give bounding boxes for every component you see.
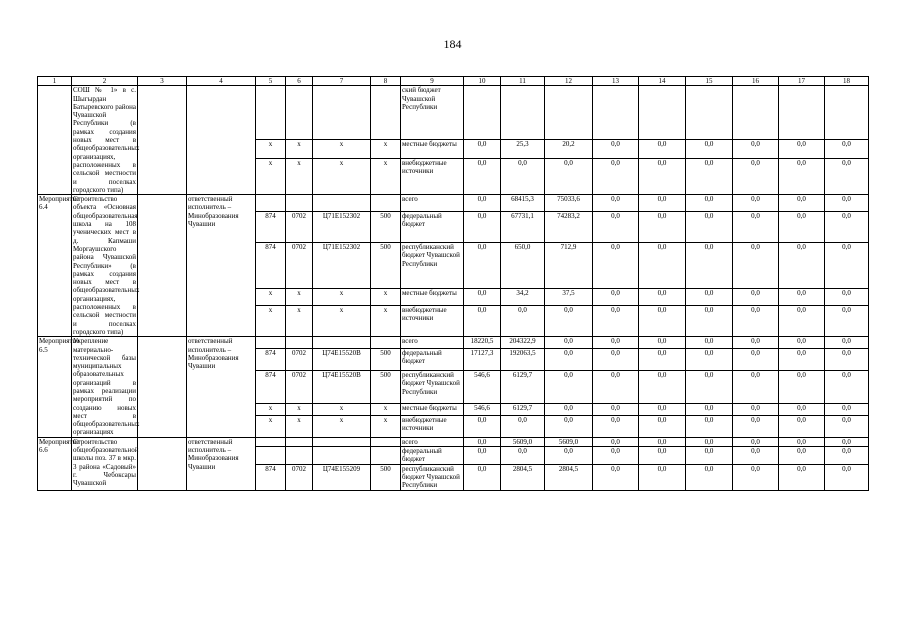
amount-cell: 0,0: [639, 464, 686, 490]
amount-cell: 5609,0: [501, 437, 545, 446]
funding-source: республиканский бюджет Чувашской Республики: [401, 464, 464, 490]
amount-cell: 0,0: [501, 447, 545, 465]
event-name: СОШ № 1» в с. Шыгырдан Батыревского района Чувашской Республики (в рамках создания новых мест в общеобразовательных организациях, расположенных в сельской местности и поселках городского типа): [73, 86, 140, 194]
header-row: [38, 77, 869, 86]
amount-cell: 0,0: [733, 289, 779, 306]
amount-cell: 0,0: [464, 305, 501, 336]
event-label: [38, 86, 72, 195]
amount-cell: 0,0: [779, 371, 825, 404]
funding-source: федеральный бюджет: [401, 211, 464, 242]
amount-cell: 0,0: [825, 305, 869, 336]
budget-code: [371, 437, 401, 446]
amount-cell: 0,0: [825, 195, 869, 212]
amount-cell: 0,0: [639, 447, 686, 465]
budget-code: x: [286, 403, 313, 415]
column-number: 14: [639, 77, 686, 86]
column-number: 17: [779, 77, 825, 86]
column-number: 13: [593, 77, 639, 86]
amount-cell: 0,0: [825, 437, 869, 446]
funding-source: федеральный бюджет: [401, 447, 464, 465]
budget-code: x: [256, 139, 286, 158]
budget-code: x: [256, 403, 286, 415]
amount-cell: 2804,5: [545, 464, 593, 490]
amount-cell: 204322,9: [501, 337, 545, 349]
funding-source: республиканский бюджет Чувашской Республики: [401, 243, 464, 289]
amount-cell: 0,0: [779, 139, 825, 158]
amount-cell: 0,0: [639, 243, 686, 289]
amount-cell: 0,0: [733, 337, 779, 349]
amount-cell: 0,0: [464, 211, 501, 242]
budget-code: 500: [371, 243, 401, 289]
column-number: 16: [733, 77, 779, 86]
budget-code: [313, 195, 371, 212]
amount-cell: [779, 86, 825, 139]
amount-cell: 0,0: [639, 139, 686, 158]
executor: ответственный исполнитель – Минобразования Чувашии: [187, 337, 256, 438]
amount-cell: 0,0: [501, 158, 545, 194]
amount-cell: 34,2: [501, 289, 545, 306]
column-number: 12: [545, 77, 593, 86]
amount-cell: 0,0: [639, 337, 686, 349]
event-name: Укрепление материально-технической базы муниципальных образовательных организаций в рамках реализации мероприятий по созданию новых мест в общеобразовательных организациях: [73, 337, 140, 437]
amount-cell: 0,0: [733, 437, 779, 446]
budget-code: x: [371, 415, 401, 437]
event-label: Мероприятие 6.5: [38, 337, 72, 438]
amount-cell: 0,0: [639, 211, 686, 242]
event-label: Мероприятие 6.6: [38, 437, 72, 490]
budget-code: [286, 86, 313, 139]
amount-cell: 0,0: [545, 403, 593, 415]
budget-code: x: [286, 158, 313, 194]
amount-cell: 0,0: [593, 158, 639, 194]
amount-cell: [464, 86, 501, 139]
amount-cell: 0,0: [733, 415, 779, 437]
amount-cell: 0,0: [825, 348, 869, 370]
executor: ответственный исполнитель – Минобразования Чувашии: [187, 195, 256, 337]
funding-source: внебюджетные источники: [401, 415, 464, 437]
budget-code: x: [313, 158, 371, 194]
budget-code: Ц71Е152302: [313, 243, 371, 289]
amount-cell: 0,0: [779, 305, 825, 336]
budget-code: [286, 447, 313, 465]
page-number: 184: [443, 37, 462, 51]
amount-cell: 0,0: [733, 158, 779, 194]
amount-cell: 0,0: [686, 415, 733, 437]
amount-cell: 0,0: [733, 464, 779, 490]
amount-cell: 17127,3: [464, 348, 501, 370]
budget-code: x: [286, 305, 313, 336]
amount-cell: 0,0: [639, 158, 686, 194]
event-label: Мероприятие 6.4: [38, 195, 72, 337]
column-number: 2: [72, 77, 138, 86]
amount-cell: [825, 86, 869, 139]
amount-cell: 0,0: [464, 447, 501, 465]
amount-cell: 0,0: [825, 403, 869, 415]
amount-cell: [686, 86, 733, 139]
budget-code: 874: [256, 243, 286, 289]
budget-code: x: [371, 139, 401, 158]
amount-cell: 0,0: [825, 139, 869, 158]
budget-code: [313, 437, 371, 446]
budget-code: [371, 86, 401, 139]
amount-cell: 0,0: [464, 289, 501, 306]
funding-source: внебюджетные источники: [401, 158, 464, 194]
event-name: Строительство общеобразовательной школы поз. 37 в мкр. 3 района «Садовый» г. Чебоксары Чувашской: [72, 437, 138, 490]
amount-cell: 0,0: [779, 464, 825, 490]
amount-cell: 0,0: [593, 305, 639, 336]
amount-cell: 0,0: [593, 415, 639, 437]
budget-code: [286, 195, 313, 212]
amount-cell: 0,0: [825, 464, 869, 490]
budget-code: Ц74Е155209: [313, 464, 371, 490]
amount-cell: 0,0: [639, 289, 686, 306]
amount-cell: 0,0: [779, 447, 825, 465]
empty-cell: [138, 437, 187, 490]
amount-cell: 0,0: [686, 211, 733, 242]
amount-cell: 0,0: [593, 348, 639, 370]
amount-cell: 25,3: [501, 139, 545, 158]
amount-cell: 0,0: [464, 464, 501, 490]
budget-code: [313, 447, 371, 465]
funding-source: ский бюджет Чувашской Республики: [401, 86, 464, 139]
budget-code: Ц74Е15520В: [313, 348, 371, 370]
amount-cell: 5609,0: [545, 437, 593, 446]
amount-cell: 0,0: [779, 415, 825, 437]
amount-cell: 0,0: [593, 371, 639, 404]
column-number: 7: [313, 77, 371, 86]
amount-cell: 0,0: [686, 447, 733, 465]
amount-cell: 0,0: [545, 371, 593, 404]
table-row: [38, 86, 869, 139]
column-number: 6: [286, 77, 313, 86]
amount-cell: 546,6: [464, 403, 501, 415]
amount-cell: 0,0: [779, 195, 825, 212]
column-number: 5: [256, 77, 286, 86]
table-row: [38, 195, 869, 212]
budget-code: [286, 337, 313, 349]
budget-code: x: [256, 289, 286, 306]
amount-cell: 0,0: [593, 195, 639, 212]
budget-code: 0702: [286, 371, 313, 404]
budget-code: [256, 86, 286, 139]
budget-code: 874: [256, 371, 286, 404]
budget-code: 500: [371, 348, 401, 370]
amount-cell: 37,5: [545, 289, 593, 306]
funding-source: местные бюджеты: [401, 289, 464, 306]
budget-code: [313, 337, 371, 349]
table-row: [38, 437, 869, 446]
amount-cell: 0,0: [639, 305, 686, 336]
empty-cell: [138, 337, 187, 438]
amount-cell: 0,0: [686, 403, 733, 415]
amount-cell: 192063,5: [501, 348, 545, 370]
funding-source: всего: [401, 195, 464, 212]
amount-cell: 0,0: [545, 447, 593, 465]
amount-cell: 0,0: [825, 371, 869, 404]
budget-code: x: [313, 305, 371, 336]
amount-cell: 75033,6: [545, 195, 593, 212]
amount-cell: 0,0: [825, 243, 869, 289]
amount-cell: 0,0: [686, 337, 733, 349]
amount-cell: [545, 86, 593, 139]
amount-cell: 0,0: [593, 464, 639, 490]
amount-cell: [593, 86, 639, 139]
amount-cell: 67731,1: [501, 211, 545, 242]
budget-code: x: [313, 289, 371, 306]
amount-cell: 0,0: [733, 371, 779, 404]
budget-code: x: [286, 415, 313, 437]
amount-cell: 0,0: [545, 305, 593, 336]
amount-cell: 0,0: [464, 195, 501, 212]
budget-code: x: [313, 415, 371, 437]
budget-code: 500: [371, 464, 401, 490]
amount-cell: 0,0: [686, 371, 733, 404]
budget-code: [313, 86, 371, 139]
amount-cell: 0,0: [686, 289, 733, 306]
amount-cell: 0,0: [825, 211, 869, 242]
budget-code: x: [371, 305, 401, 336]
amount-cell: 0,0: [779, 403, 825, 415]
budget-code: x: [371, 158, 401, 194]
amount-cell: 0,0: [825, 337, 869, 349]
budget-code: 0702: [286, 348, 313, 370]
funding-source: всего: [401, 337, 464, 349]
amount-cell: 0,0: [779, 337, 825, 349]
amount-cell: 0,0: [639, 371, 686, 404]
amount-cell: 0,0: [733, 243, 779, 289]
budget-code: [256, 337, 286, 349]
budget-code: x: [371, 403, 401, 415]
amount-cell: 546,6: [464, 371, 501, 404]
amount-cell: 0,0: [545, 415, 593, 437]
amount-cell: 0,0: [464, 437, 501, 446]
amount-cell: 0,0: [733, 348, 779, 370]
budget-table: [37, 76, 869, 491]
funding-source: республиканский бюджет Чувашской Республики: [401, 371, 464, 404]
amount-cell: 6129,7: [501, 371, 545, 404]
budget-code: x: [286, 289, 313, 306]
budget-code: 874: [256, 464, 286, 490]
amount-cell: 0,0: [593, 447, 639, 465]
funding-source: внебюджетные источники: [401, 305, 464, 336]
amount-cell: 0,0: [593, 211, 639, 242]
amount-cell: 74283,2: [545, 211, 593, 242]
budget-code: 0702: [286, 464, 313, 490]
amount-cell: 0,0: [545, 337, 593, 349]
amount-cell: 0,0: [779, 243, 825, 289]
amount-cell: 0,0: [733, 139, 779, 158]
column-number: 10: [464, 77, 501, 86]
amount-cell: 0,0: [639, 403, 686, 415]
amount-cell: 0,0: [779, 289, 825, 306]
budget-code: Ц71Е152302: [313, 211, 371, 242]
amount-cell: 0,0: [545, 348, 593, 370]
amount-cell: 0,0: [501, 305, 545, 336]
amount-cell: [733, 86, 779, 139]
amount-cell: 0,0: [779, 348, 825, 370]
budget-code: 874: [256, 211, 286, 242]
table-row: [38, 337, 869, 349]
amount-cell: 0,0: [779, 211, 825, 242]
budget-code: x: [256, 415, 286, 437]
budget-code: x: [256, 305, 286, 336]
amount-cell: 0,0: [686, 195, 733, 212]
column-number: 15: [686, 77, 733, 86]
column-number: 8: [371, 77, 401, 86]
amount-cell: 0,0: [639, 437, 686, 446]
budget-code: Ц74Е15520В: [313, 371, 371, 404]
budget-code: x: [371, 289, 401, 306]
amount-cell: 0,0: [593, 437, 639, 446]
amount-cell: 0,0: [686, 464, 733, 490]
budget-code: [256, 437, 286, 446]
amount-cell: [639, 86, 686, 139]
amount-cell: 0,0: [686, 305, 733, 336]
amount-cell: 68415,3: [501, 195, 545, 212]
budget-code: 0702: [286, 211, 313, 242]
amount-cell: 0,0: [825, 415, 869, 437]
amount-cell: 0,0: [779, 158, 825, 194]
amount-cell: 20,2: [545, 139, 593, 158]
funding-source: всего: [401, 437, 464, 446]
amount-cell: 0,0: [779, 437, 825, 446]
amount-cell: 0,0: [825, 289, 869, 306]
column-number: 11: [501, 77, 545, 86]
funding-source: федеральный бюджет: [401, 348, 464, 370]
amount-cell: 712,9: [545, 243, 593, 289]
amount-cell: 0,0: [639, 415, 686, 437]
budget-code: x: [313, 403, 371, 415]
amount-cell: 0,0: [686, 348, 733, 370]
budget-code: x: [286, 139, 313, 158]
empty-cell: [138, 86, 187, 195]
amount-cell: 0,0: [733, 195, 779, 212]
amount-cell: 0,0: [593, 289, 639, 306]
amount-cell: 0,0: [593, 403, 639, 415]
amount-cell: 0,0: [593, 139, 639, 158]
amount-cell: 0,0: [825, 158, 869, 194]
budget-code: 500: [371, 371, 401, 404]
empty-cell: [138, 195, 187, 337]
column-number: 4: [187, 77, 256, 86]
budget-code: [371, 337, 401, 349]
amount-cell: 0,0: [686, 139, 733, 158]
amount-cell: 0,0: [733, 447, 779, 465]
amount-cell: 2804,5: [501, 464, 545, 490]
budget-code: [256, 195, 286, 212]
amount-cell: 0,0: [733, 305, 779, 336]
executor: [187, 86, 256, 195]
amount-cell: 0,0: [639, 348, 686, 370]
budget-code: 0702: [286, 243, 313, 289]
column-number: 9: [401, 77, 464, 86]
amount-cell: 0,0: [733, 211, 779, 242]
amount-cell: 0,0: [545, 158, 593, 194]
budget-code: [371, 195, 401, 212]
amount-cell: 0,0: [593, 243, 639, 289]
budget-code: x: [313, 139, 371, 158]
budget-code: [371, 447, 401, 465]
amount-cell: 0,0: [686, 158, 733, 194]
executor: ответственный исполнитель – Минобразования Чувашии: [187, 437, 256, 490]
event-name: Строительство объекта «Основная общеобразовательная школа на 108 ученических мест в д. Капмаши Моргаушского района Чувашской Республики» (в рамках создания новых мест в общеобразовательных организациях, расположенных в сельской местности и поселках городского типа): [73, 195, 140, 336]
amount-cell: 0,0: [464, 243, 501, 289]
funding-source: местные бюджеты: [401, 403, 464, 415]
amount-cell: 18220,5: [464, 337, 501, 349]
budget-code: x: [256, 158, 286, 194]
budget-code: 874: [256, 348, 286, 370]
amount-cell: 650,0: [501, 243, 545, 289]
column-number: 1: [38, 77, 72, 86]
amount-cell: 0,0: [686, 243, 733, 289]
amount-cell: 0,0: [501, 415, 545, 437]
amount-cell: 0,0: [593, 337, 639, 349]
budget-code: 500: [371, 211, 401, 242]
funding-source: местные бюджеты: [401, 139, 464, 158]
budget-code: [286, 437, 313, 446]
amount-cell: 0,0: [639, 195, 686, 212]
amount-cell: 0,0: [733, 403, 779, 415]
column-number: 3: [138, 77, 187, 86]
amount-cell: 0,0: [464, 139, 501, 158]
amount-cell: [501, 86, 545, 139]
column-number: 18: [825, 77, 869, 86]
budget-code: [256, 447, 286, 465]
amount-cell: 0,0: [464, 415, 501, 437]
amount-cell: 6129,7: [501, 403, 545, 415]
amount-cell: 0,0: [686, 437, 733, 446]
amount-cell: 0,0: [464, 158, 501, 194]
amount-cell: 0,0: [825, 447, 869, 465]
